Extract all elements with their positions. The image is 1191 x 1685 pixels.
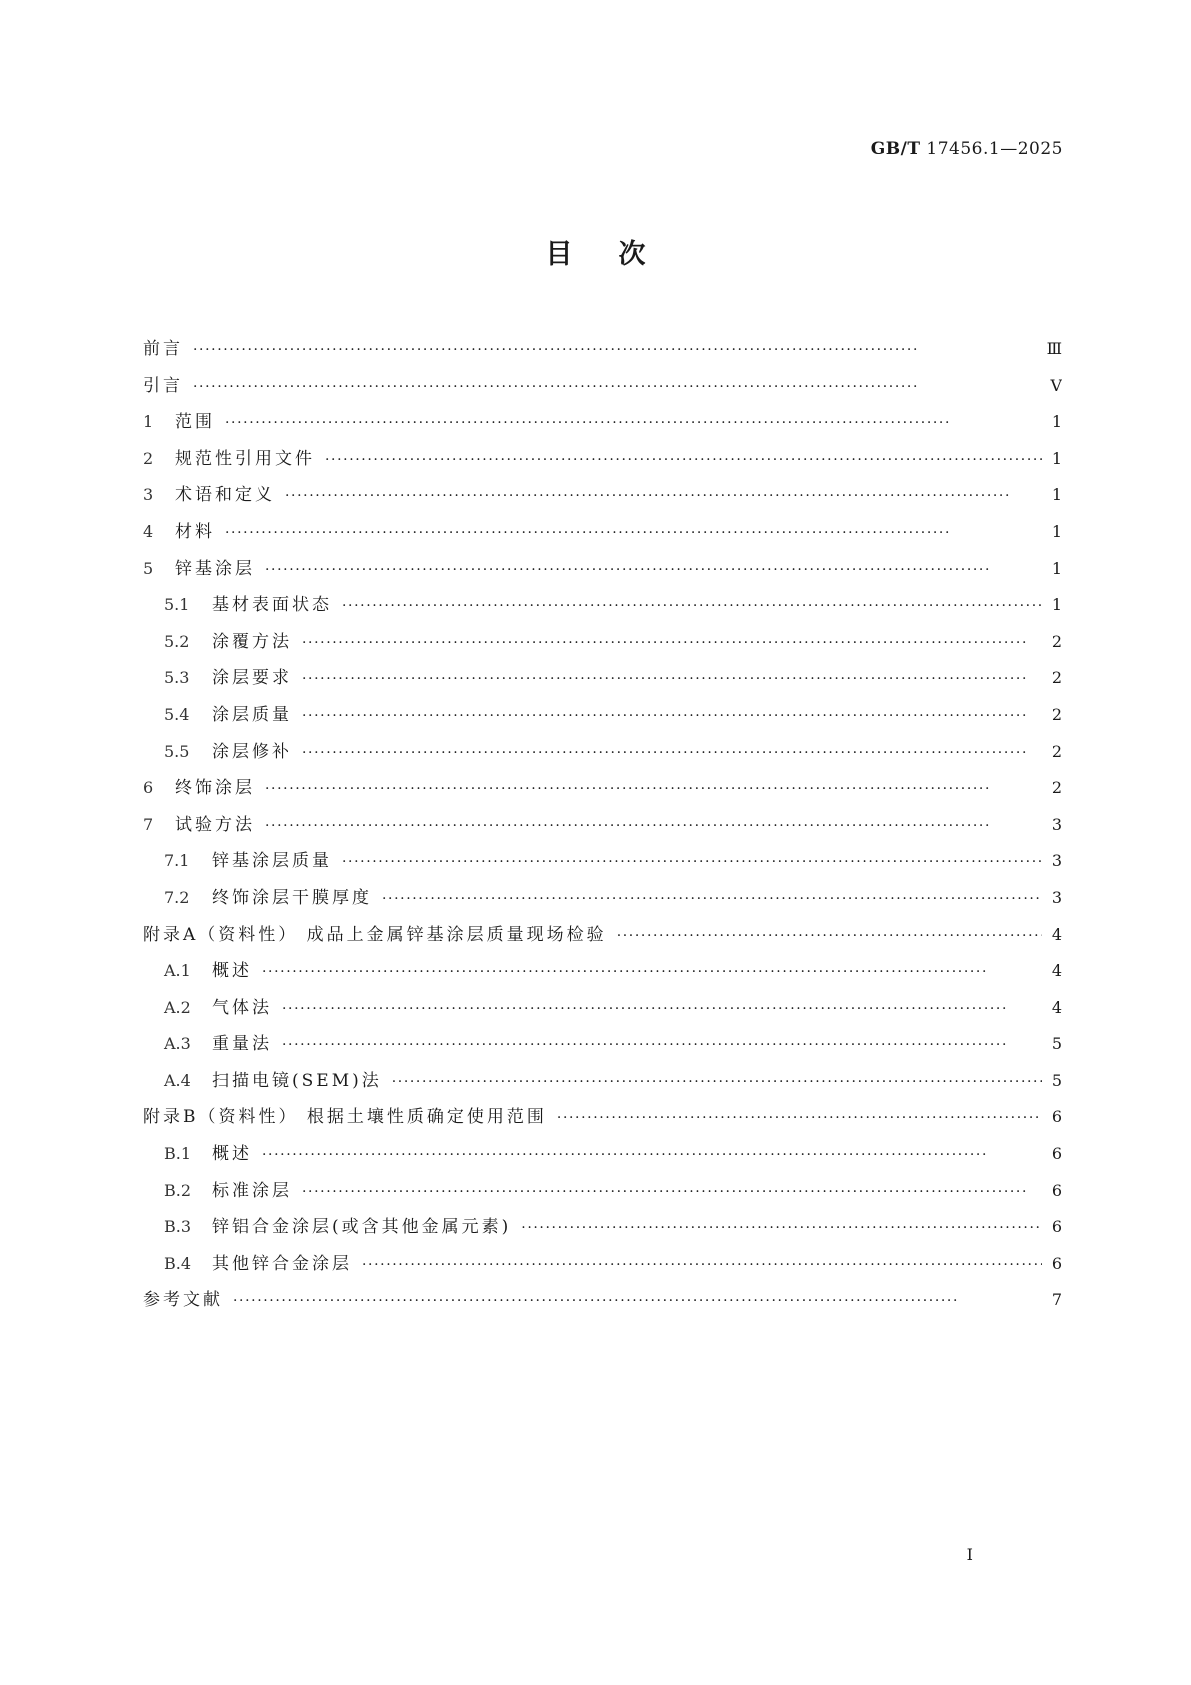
toc-entry[interactable] (143, 700, 1062, 737)
toc-entry-number: A.4 (164, 1070, 191, 1090)
toc-entry[interactable] (143, 407, 1062, 444)
page-title: 目次 (545, 239, 692, 270)
toc-dot-leader (193, 379, 1042, 395)
toc-entry-page: 4 (1051, 924, 1062, 944)
toc-entry[interactable] (143, 1139, 1062, 1176)
toc-dot-leader (262, 1147, 1042, 1163)
toc-dot-leader (302, 671, 1042, 687)
toc-dot-leader (362, 1257, 1042, 1273)
toc-entry[interactable] (143, 1176, 1062, 1213)
toc-entry-label: 参考文献 (143, 1290, 223, 1311)
toc-entry-label: 涂层质量 (212, 704, 292, 725)
toc-entry-page: 6 (1051, 1144, 1062, 1164)
toc-entry-number: 5.2 (164, 631, 190, 651)
toc-dot-leader (265, 562, 1042, 578)
toc-entry-page: 6 (1051, 1253, 1062, 1273)
toc-entry[interactable] (143, 846, 1062, 883)
toc-dot-leader (265, 781, 1042, 797)
toc-entry-label: 附录B（资料性） 根据土壤性质确定使用范围 (143, 1107, 547, 1128)
toc-entry[interactable] (143, 1285, 1062, 1322)
toc-entry-number: B.3 (164, 1217, 192, 1237)
toc-entry-number: 1 (143, 412, 154, 432)
toc-entry-page: 5 (1051, 1034, 1062, 1054)
toc-entry-label: 重量法 (212, 1034, 272, 1055)
toc-entry-page: 3 (1051, 887, 1062, 907)
toc-dot-leader (392, 1074, 1042, 1090)
toc-entry-label: 材料 (175, 521, 215, 542)
toc-dot-leader (325, 452, 1042, 468)
toc-dot-leader (225, 415, 1042, 431)
toc-entry-label: 标准涂层 (212, 1180, 292, 1201)
toc-entry-page: 6 (1051, 1217, 1062, 1237)
toc-entry-number: B.4 (164, 1253, 192, 1273)
toc-entry-label: 概述 (212, 961, 252, 982)
toc-entry-page: 6 (1051, 1107, 1062, 1127)
toc-dot-leader (382, 891, 1042, 907)
toc-entry-label: 气体法 (212, 997, 272, 1018)
toc-entry[interactable] (143, 444, 1062, 481)
table-of-contents (143, 334, 1062, 1322)
toc-dot-leader (193, 342, 1041, 358)
toc-entry-number: A.1 (164, 961, 191, 981)
toc-entry-page: 3 (1051, 851, 1062, 871)
toc-entry-label: 锌基涂层 (175, 558, 255, 579)
toc-entry-page: 2 (1051, 704, 1062, 724)
toc-dot-leader (233, 1293, 1042, 1309)
toc-entry-number: 5 (143, 558, 154, 578)
toc-entry[interactable] (143, 1102, 1062, 1139)
toc-entry-number: 4 (143, 521, 154, 541)
toc-entry-number: A.2 (164, 997, 191, 1017)
toc-dot-leader (617, 928, 1042, 944)
toc-entry[interactable] (143, 920, 1062, 957)
toc-entry[interactable] (143, 371, 1062, 408)
toc-entry[interactable] (143, 737, 1062, 774)
toc-dot-leader (557, 1110, 1042, 1126)
toc-entry-page: 2 (1051, 668, 1062, 688)
toc-entry[interactable] (143, 663, 1062, 700)
toc-entry-number: 6 (143, 778, 154, 798)
toc-entry[interactable] (143, 956, 1062, 993)
toc-entry-page: 1 (1051, 485, 1062, 505)
toc-entry-label: 锌基涂层质量 (212, 851, 332, 872)
toc-entry-page: 2 (1051, 778, 1062, 798)
toc-dot-leader (282, 1037, 1042, 1053)
toc-entry-number: 5.3 (164, 668, 190, 688)
toc-entry[interactable] (143, 517, 1062, 554)
standard-code (871, 139, 1063, 159)
toc-entry[interactable] (143, 810, 1062, 847)
toc-entry-number: 3 (143, 485, 154, 505)
toc-dot-leader (342, 598, 1042, 614)
toc-dot-leader (225, 525, 1042, 541)
toc-dot-leader (302, 635, 1042, 651)
toc-entry-label: 引言 (143, 375, 183, 396)
toc-dot-leader (265, 818, 1042, 834)
toc-entry-page: 1 (1051, 558, 1062, 578)
toc-entry-page: 1 (1051, 448, 1062, 468)
toc-entry[interactable] (143, 554, 1062, 591)
toc-entry-page: 1 (1051, 521, 1062, 541)
toc-dot-leader (302, 1184, 1042, 1200)
toc-entry-page: 6 (1051, 1180, 1062, 1200)
toc-entry[interactable] (143, 883, 1062, 920)
toc-entry-label: 术语和定义 (175, 485, 275, 506)
toc-entry[interactable] (143, 773, 1062, 810)
toc-entry-number: B.2 (164, 1180, 192, 1200)
toc-entry-label: 锌铝合金涂层(或含其他金属元素) (212, 1217, 512, 1238)
toc-entry[interactable] (143, 334, 1062, 371)
toc-entry-number: 7 (143, 814, 154, 834)
toc-entry-page: Ⅴ (1050, 375, 1062, 395)
toc-entry[interactable] (143, 1029, 1062, 1066)
toc-entry[interactable] (143, 1066, 1062, 1103)
toc-dot-leader (282, 1001, 1042, 1017)
toc-entry-label: 前言 (143, 339, 183, 359)
toc-dot-leader (521, 1220, 1042, 1236)
standard-number: 17456.1—2025 (926, 139, 1063, 159)
toc-dot-leader (302, 708, 1042, 724)
page-number: I (966, 1545, 973, 1564)
toc-entry-page: 2 (1051, 741, 1062, 761)
toc-entry-label: 范围 (175, 412, 215, 433)
toc-entry-label: 概述 (212, 1144, 252, 1165)
toc-entry-label: 涂层要求 (212, 668, 292, 689)
toc-entry-label: 终饰涂层干膜厚度 (212, 887, 372, 908)
toc-entry-label: 规范性引用文件 (175, 448, 315, 469)
toc-entry-page: 2 (1051, 631, 1062, 651)
toc-entry-page: 5 (1051, 1070, 1062, 1090)
toc-entry[interactable] (143, 480, 1062, 517)
toc-entry[interactable] (143, 627, 1062, 664)
toc-entry[interactable] (143, 590, 1062, 627)
standard-prefix: GB/T (870, 139, 921, 159)
toc-entry-label: 试验方法 (175, 814, 255, 835)
toc-entry[interactable] (143, 993, 1062, 1030)
toc-entry-number: 5.5 (164, 741, 190, 761)
toc-entry-label: 涂覆方法 (212, 631, 292, 652)
toc-entry-label: 扫描电镜(SEM)法 (212, 1070, 382, 1091)
toc-entry-page: 1 (1051, 595, 1062, 615)
toc-entry-page: 1 (1051, 412, 1062, 432)
toc-entry-number: 7.2 (164, 887, 190, 907)
toc-entry-page: 3 (1051, 814, 1062, 834)
toc-dot-leader (302, 745, 1042, 761)
toc-entry-number: B.1 (164, 1144, 192, 1164)
toc-dot-leader (342, 854, 1042, 870)
toc-entry-page: 7 (1051, 1290, 1062, 1310)
toc-dot-leader (262, 964, 1042, 980)
toc-entry-number: 5.1 (164, 595, 190, 615)
toc-entry[interactable] (143, 1249, 1062, 1286)
toc-entry[interactable] (143, 1212, 1062, 1249)
toc-entry-page: 4 (1051, 961, 1062, 981)
toc-entry-number: 2 (143, 448, 154, 468)
toc-entry-label: 附录A（资料性） 成品上金属锌基涂层质量现场检验 (143, 924, 607, 945)
toc-entry-page: 4 (1051, 997, 1062, 1017)
toc-entry-number: 7.1 (164, 851, 190, 871)
toc-entry-page: Ⅲ (1046, 339, 1062, 358)
toc-entry-label: 终饰涂层 (175, 778, 255, 799)
toc-entry-label: 其他锌合金涂层 (212, 1253, 352, 1274)
toc-entry-number: A.3 (164, 1034, 191, 1054)
toc-entry-label: 涂层修补 (212, 741, 292, 762)
toc-entry-label: 基材表面状态 (212, 595, 332, 616)
toc-entry-number: 5.4 (164, 704, 190, 724)
toc-dot-leader (285, 488, 1042, 504)
